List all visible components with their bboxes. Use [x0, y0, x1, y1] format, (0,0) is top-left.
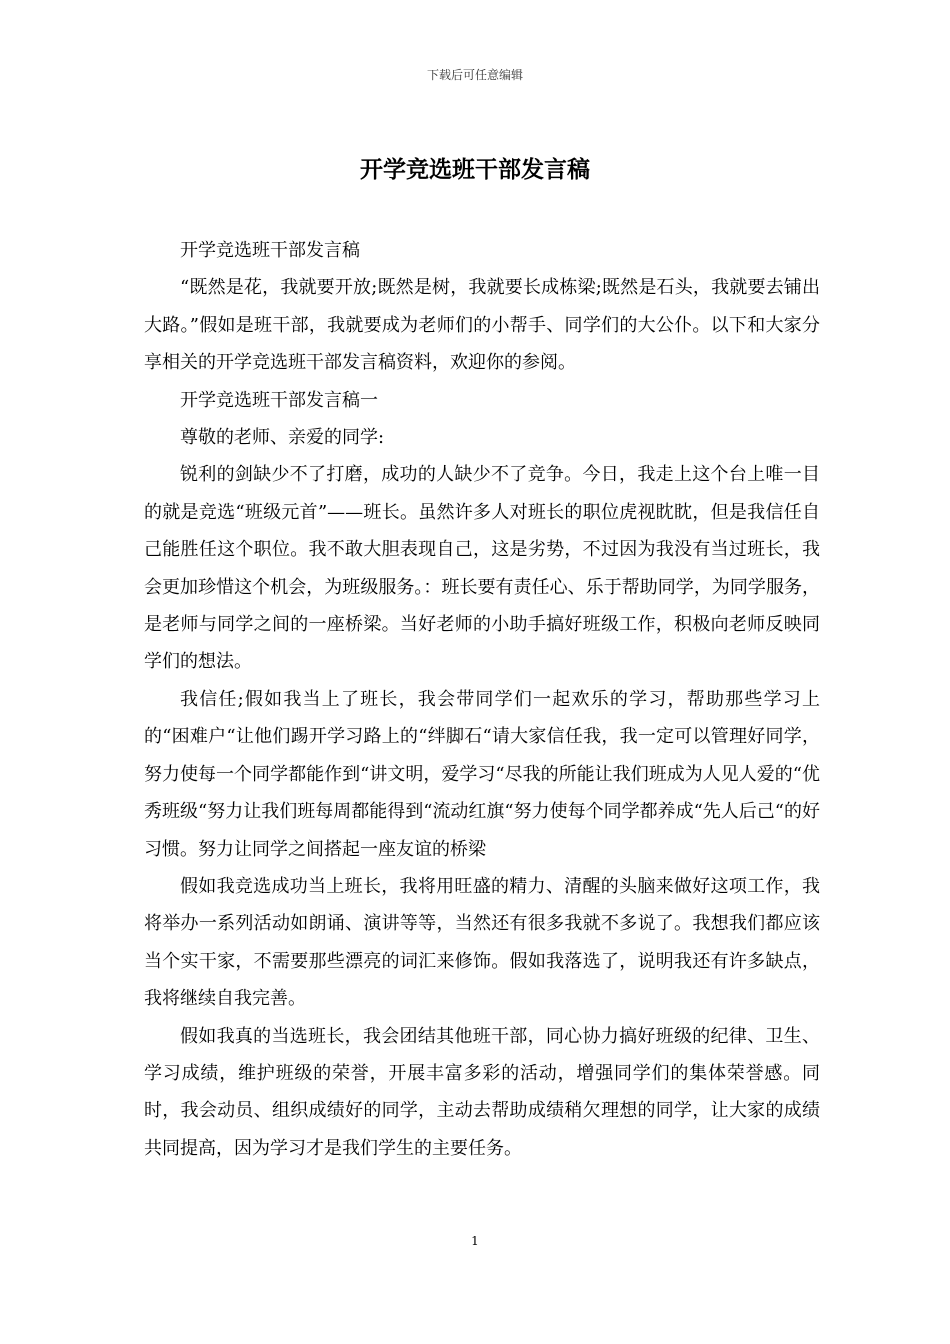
- page-header-note: 下载后可任意编辑: [426, 68, 523, 82]
- paragraph-salutation: 尊敬的老师、亲爱的同学:: [180, 427, 385, 449]
- document-title: 开学竞选班干部发言稿: [360, 156, 590, 183]
- paragraph-body: 假如我真的当选班长，我会团结其他班干部，同心协力搞好班级的纪律、卫生、学习成绩，维护班级的荣誉，开展丰富多彩的活动，增强同学们的集体荣誉感。同时，我会动员、组织成绩好的同学，主动去帮助成绩稍欠理想的同学，让大家的成绩共同提高，因为学习才是我们学生的主要任务。: [144, 1025, 820, 1159]
- document-body: [144, 232, 820, 1167]
- paragraph-body: 锐利的剑缺少不了打磨，成功的人缺少不了竞争。今日，我走上这个台上唯一目的就是竞选“班级元首”——班长。虽然许多人对班长的职位虎视眈眈，但是我信任自己能胜任这个职位。我不敢大胆表现自己，这是劣势，不过因为我没有当过班长，我会更加珍惜这个机会，为班级服务。：班长要有责任心、乐于帮助同学，为同学服务，是老师与同学之间的一座桥梁。当好老师的小助手搞好班级工作，积极向老师反映同学们的想法。: [144, 464, 820, 673]
- paragraph-section-heading: 开学竞选班干部发言稿一: [180, 389, 378, 411]
- paragraph-body: 我信任;假如我当上了班长，我会带同学们一起欢乐的学习，帮助那些学习上的“困难户“让他们踢开学习路上的“绊脚石“请大家信任我，我一定可以管理好同学，努力使每一个同学都能作到“讲文明，爱学习“尽我的所能让我们班成为人见人爱的“优秀班级“努力让我们班每周都能得到“流动红旗“努力使每个同学都养成“先人后己“的好习惯。努力让同学之间搭起一座友谊的桥梁: [144, 688, 821, 860]
- paragraph-subtitle: 开学竞选班干部发言稿: [180, 240, 360, 261]
- paragraph-body: 假如我竞选成功当上班长，我将用旺盛的精力、清醒的头脑来做好这项工作，我将举办一系列活动如朗诵、演讲等等，当然还有很多我就不多说了。我想我们都应该当个实干家，不需要那些漂亮的词汇来修饰。假如我落选了，说明我还有许多缺点，我将继续自我完善。: [144, 875, 820, 1010]
- paragraph-intro: “既然是花，我就要开放;既然是树，我就要长成栋梁;既然是石头，我就要去铺出大路。”假如是班干部，我就要成为老师们的小帮手、同学们的大公仆。以下和大家分享相关的开学竞选班干部发言稿资料，欢迎你的参阅。: [144, 277, 820, 374]
- page-number: 1: [471, 1234, 479, 1248]
